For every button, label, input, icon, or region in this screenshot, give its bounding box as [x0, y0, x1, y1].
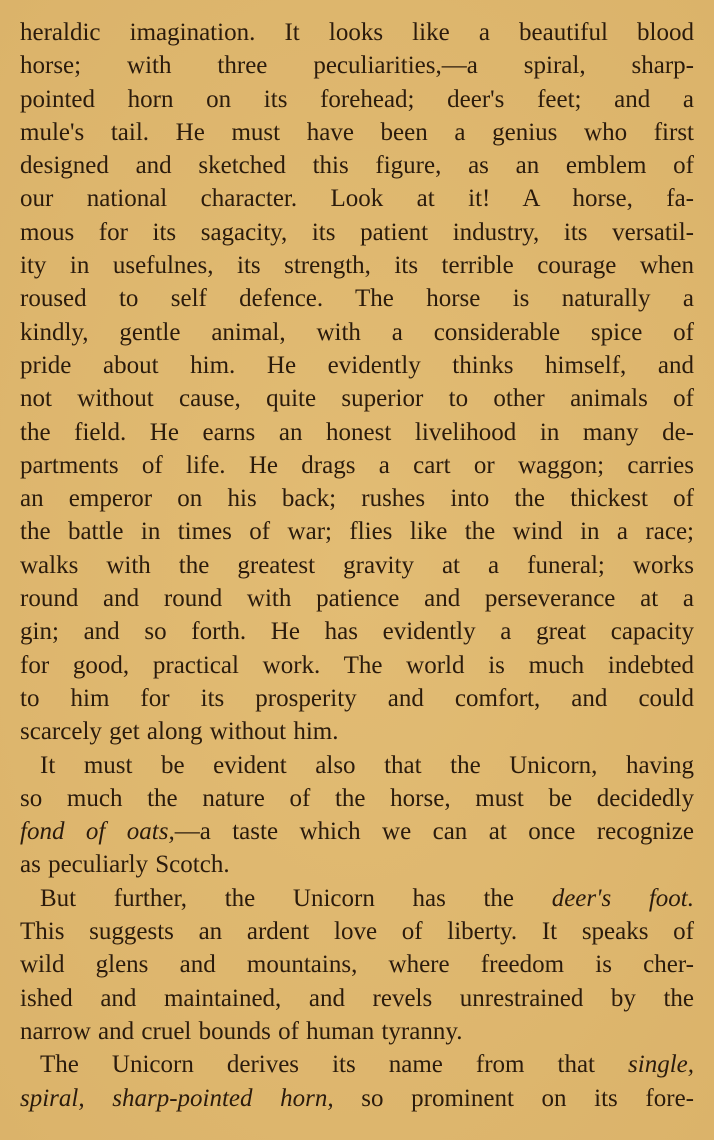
- text-segment: horse; with three peculiarities,—a spiral, sharp-: [20, 52, 694, 80]
- text-line: [20, 948, 694, 981]
- text-segment: narrow and cruel bounds of human tyranny.: [20, 1017, 463, 1045]
- text-line: [20, 182, 694, 215]
- text-line: [20, 715, 694, 748]
- text-segment: roused to self defence. The horse is naturally a: [20, 285, 694, 313]
- text-line: [20, 649, 694, 682]
- text-segment: It must be evident also that the Unicorn, having: [40, 751, 694, 779]
- text-segment: wild glens and mountains, where freedom is cher-: [20, 951, 694, 979]
- text-segment: ished and maintained, and revels unrestrained by the: [20, 984, 694, 1012]
- text-segment: pointed horn on its forehead; deer's feet; and a: [20, 85, 694, 113]
- text-line: [20, 882, 694, 915]
- text-segment: mous for its sagacity, its patient industry, its versatil-: [20, 218, 694, 246]
- italic-text: spiral, sharp-pointed horn,: [20, 1084, 334, 1112]
- text-segment: to him for its prosperity and comfort, and could: [20, 684, 694, 712]
- text-segment: for good, practical work. The world is much indebted: [20, 651, 694, 679]
- text-segment: scarcely get along without him.: [20, 718, 339, 746]
- text-line: [20, 815, 694, 848]
- text-segment: the battle in times of war; flies like the wind in a race;: [20, 518, 694, 546]
- text-segment: But further, the Unicorn has the: [40, 884, 552, 912]
- text-line: [20, 615, 694, 648]
- text-segment: as peculiarly Scotch.: [20, 851, 230, 879]
- text-line: [20, 249, 694, 282]
- text-line: [20, 216, 694, 249]
- text-segment: This suggests an ardent love of liberty. It speaks of: [20, 918, 694, 946]
- text-segment: kindly, gentle animal, with a considerable spice of: [20, 318, 694, 346]
- text-line: [20, 382, 694, 415]
- text-segment: pride about him. He evidently thinks himself, and: [20, 351, 694, 379]
- italic-text: deer's foot.: [551, 884, 695, 912]
- text-segment: The Unicorn derives its name from that: [40, 1051, 629, 1079]
- text-segment: ity in usefulnes, its strength, its terrible courage when: [20, 252, 694, 280]
- text-line: [20, 149, 694, 182]
- text-line: [20, 682, 694, 715]
- text-line: [20, 915, 694, 948]
- text-segment: so prominent on its fore-: [333, 1084, 694, 1112]
- text-segment: heraldic imagination. It looks like a beautiful blood: [20, 19, 694, 46]
- text-line: [20, 482, 694, 515]
- text-line: [20, 749, 694, 782]
- text-segment: an emperor on his back; rushes into the thickest of: [20, 485, 694, 513]
- text-line: [20, 782, 694, 815]
- text-line: [20, 515, 694, 548]
- text-segment: gin; and so forth. He has evidently a great capacity: [20, 618, 694, 646]
- text-line: [20, 316, 694, 349]
- text-segment: designed and sketched this figure, as an emblem of: [20, 152, 694, 180]
- italic-text: fond of oats,: [20, 818, 175, 846]
- text-line: [20, 1015, 694, 1048]
- book-page-text: [20, 16, 694, 1115]
- text-line: [20, 1082, 694, 1115]
- text-segment: —a taste which we can at once recognize: [174, 818, 694, 846]
- text-line: [20, 449, 694, 482]
- text-line: [20, 83, 694, 116]
- text-line: [20, 549, 694, 582]
- text-segment: our national character. Look at it! A horse, fa-: [20, 185, 694, 213]
- text-line: [20, 848, 694, 881]
- text-segment: so much the nature of the horse, must be decidedly: [20, 784, 694, 812]
- text-segment: the field. He earns an honest livelihood in many de-: [20, 418, 694, 446]
- text-line: [20, 982, 694, 1015]
- text-segment: walks with the greatest gravity at a funeral; works: [20, 551, 694, 579]
- text-line: [20, 1048, 694, 1081]
- italic-text: single,: [628, 1051, 694, 1079]
- text-line: [20, 349, 694, 382]
- text-segment: partments of life. He drags a cart or waggon; carries: [20, 451, 694, 479]
- text-line: [20, 116, 694, 149]
- text-line: [20, 582, 694, 615]
- text-line: [20, 49, 694, 82]
- text-segment: not without cause, quite superior to other animals of: [20, 385, 694, 413]
- text-line: [20, 282, 694, 315]
- text-segment: mule's tail. He must have been a genius who first: [20, 118, 694, 146]
- text-line: [20, 16, 694, 49]
- text-segment: round and round with patience and perseverance at a: [20, 585, 694, 613]
- text-line: [20, 416, 694, 449]
